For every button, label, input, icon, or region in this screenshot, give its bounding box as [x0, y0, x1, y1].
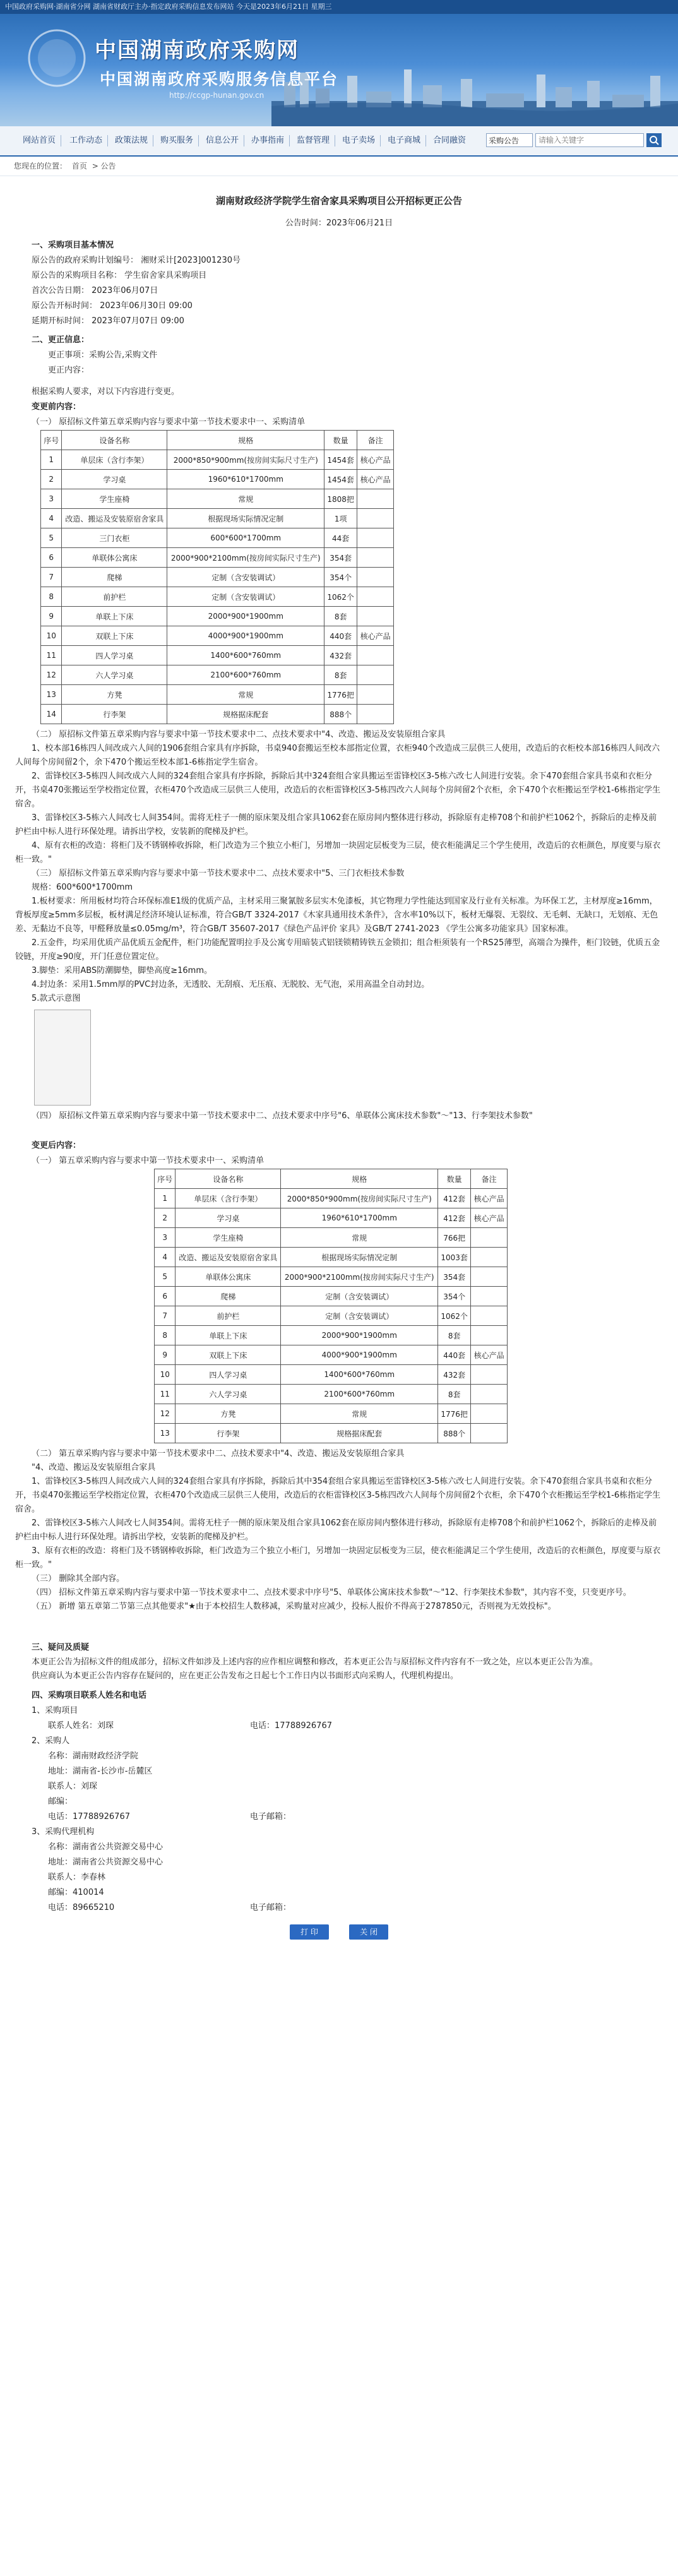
table-cell: 12 — [41, 665, 62, 685]
table1-caption: （一） 原招标文件第五章采购内容与要求中第一节技术要求中一、采购清单 — [32, 417, 306, 427]
table-cell: 1400*600*760mm — [281, 1365, 438, 1385]
new-clause-2-item-3: 3、原有衣柜的改造：将柜门及不锈钢棒收拆除，柜门改造为三个独立小柜门，另增加一块固定层板变为三层，使衣柜能满足三个学生使用，改造后的衣柜颜色，厚度要与原衣柜一致。" — [15, 1546, 661, 1570]
purchaser-email: 电子邮箱： — [250, 1812, 292, 1822]
table-cell: 1 — [155, 1189, 175, 1208]
table-cell: 766把 — [438, 1228, 471, 1248]
table-cell: 爬梯 — [62, 568, 167, 587]
table-cell: 单层床（含行李架） — [62, 450, 167, 470]
table-cell: 六人学习桌 — [175, 1385, 281, 1404]
nav-item-news[interactable]: 工作动态 — [69, 136, 103, 145]
correction-content-label: 更正内容： — [48, 366, 90, 375]
new-clause-2-item-1: 1、雷锋校区3-5栋四人间改成六人间的324套组合家具有序拆除，拆除后其中354套组合家具搬运至雷锋校区3-5栋六改七人间进行安装。余下470套组合家具书桌和衣柜分开，书桌470张搬运至学校指定位置，衣柜470个改造成三层供三人使用，改造后的衣柜雷锋校区3-5栋四改六人间每个房间留2个衣柜，余下470个衣柜搬运至学校1-6栋指定学生宿舍。 — [15, 1477, 661, 1514]
table-cell: 11 — [155, 1385, 175, 1404]
table-cell: 13 — [41, 685, 62, 705]
table-header-cell: 规格 — [281, 1169, 438, 1189]
table-cell: 440套 — [438, 1345, 471, 1365]
table-cell — [357, 607, 394, 626]
site-banner — [0, 14, 678, 126]
table-cell: 前护栏 — [62, 587, 167, 607]
table-cell: 行李架 — [175, 1424, 281, 1443]
table-cell: 412套 — [438, 1189, 471, 1208]
table-cell: 1776把 — [438, 1404, 471, 1424]
project-name: 原公告的采购项目名称： 学生宿舍家具采购项目 — [32, 271, 207, 280]
orig-clause-2-item-1: 1、校本部16栋四人间改成六人间的1906套组合家具有序拆除，书桌940套搬运至校本部指定位置，衣柜940个改造成三层供三人使用，改造后的衣柜校本部16栋四人间改六人间每个房间留2个，余下470个搬运至校本部1-6栋指定学生宿舍。 — [15, 744, 660, 767]
table-cell: 4 — [41, 509, 62, 528]
table-cell: 定制（含安装调试） — [281, 1306, 438, 1326]
site-title: 中国湖南政府采购网 — [95, 38, 299, 63]
table-header-cell: 设备名称 — [175, 1169, 281, 1189]
table-cell — [357, 705, 394, 724]
table-cell: 改造、搬运及安装原宿舍家具 — [175, 1248, 281, 1267]
revised-list-table — [154, 1169, 508, 1443]
table-cell: 方凳 — [175, 1404, 281, 1424]
table-cell: 440套 — [324, 626, 357, 646]
orig-clause-4: （四） 原招标文件第五章采购内容与要求中第一节技术要求中二、点技术要求中序号"6、单联体公寓床技术参数"～"13、行李架技术参数" — [32, 1111, 533, 1121]
table-row — [41, 607, 394, 626]
table-cell: 8套 — [438, 1385, 471, 1404]
section-4-heading: 四、采购项目联系人姓名和电话 — [32, 1691, 147, 1700]
table-cell: 四人学习桌 — [175, 1365, 281, 1385]
table-cell — [357, 528, 394, 548]
table-cell: 前护栏 — [175, 1306, 281, 1326]
contact-agency-label: 3、采购代理机构 — [32, 1827, 95, 1837]
breadcrumb-label: 您现在的位置： — [14, 162, 68, 170]
table-cell: 14 — [41, 705, 62, 724]
table-row — [41, 665, 394, 685]
table-cell — [357, 665, 394, 685]
table2-caption: （一） 第五章采购内容与要求中第一节技术要求中一、采购清单 — [32, 1156, 265, 1166]
table-header-cell: 数量 — [324, 431, 357, 450]
search-category-select[interactable]: 采购公告 — [486, 133, 533, 147]
table-cell: 三门衣柜 — [62, 528, 167, 548]
orig-clause-3-item-1: 1.板材要求：所用板材均符合环保标准E1级的优质产品，主材采用三聚氰胺多层实木免漆板，其它物理力学性能达到国家及行业有关标准。为环保工艺，主材厚度≥16mm，背板厚度≥5mm多层板，板材满足经济环境认证标准，符合GB/T 3324-2017《木家具通用技术条件》，含水率10%以下，板材无爆裂、无裂纹、无毛刺、无缺口，无划痕、无色差、无黏边不良等，甲醛释放量≤0.05mg/m³，符合GB/T 35607-2017《绿色产品评价 家具》及GB/T 2741-2023 《学生公寓多功能家具》国家标准。 — [15, 897, 658, 934]
table-header-cell: 规格 — [167, 431, 324, 450]
section-3-paragraph-2: 供应商认为本更正公告内容存在疑问的，应在更正公告发布之日起七个工作日内以书面形式向采购人，代理机构提出。 — [32, 1671, 459, 1681]
new-clause-2-item-2: 2、雷锋校区3-5栋六人间改七人间354间。需将无柱子一侧的原床架及组合家具1062套在原房间内整体进行移动，拆除原有走棒708个和前护栏1062个，拆除后的走棒及前护栏由中标人进行环保处理。请拆出学校，安装新的爬梯及护栏。 — [15, 1518, 657, 1542]
section-1-heading: 一、采购项目基本情况 — [32, 241, 114, 250]
table-cell: 六人学习桌 — [62, 665, 167, 685]
table-cell: 432套 — [438, 1365, 471, 1385]
after-label: 变更后内容： — [32, 1141, 81, 1150]
table-cell: 常规 — [281, 1228, 438, 1248]
table-row — [155, 1404, 508, 1424]
table-cell — [471, 1228, 508, 1248]
table-cell: 8套 — [324, 665, 357, 685]
table-header-cell: 数量 — [438, 1169, 471, 1189]
table-cell: 2000*900*2100mm(按房间实际尺寸生产) — [167, 548, 324, 568]
site-emblem-icon — [25, 27, 88, 90]
table-cell: 5 — [155, 1267, 175, 1287]
search-button[interactable] — [646, 133, 662, 147]
table-cell: 规格据床配套 — [167, 705, 324, 724]
table-cell: 5 — [41, 528, 62, 548]
table-cell: 9 — [41, 607, 62, 626]
table-cell: 1062个 — [324, 587, 357, 607]
table-cell: 1776把 — [324, 685, 357, 705]
site-url: http://ccgp-hunan.gov.cn — [169, 91, 265, 100]
table-cell: 2 — [155, 1208, 175, 1228]
table-row — [155, 1385, 508, 1404]
table-cell: 8 — [41, 587, 62, 607]
table-row — [41, 685, 394, 705]
table-cell — [471, 1267, 508, 1287]
table-cell: 8 — [155, 1326, 175, 1345]
table-cell: 354个 — [438, 1287, 471, 1306]
table-cell: 2000*850*900mm(按房间实际尺寸生产) — [281, 1189, 438, 1208]
table-cell: 13 — [155, 1424, 175, 1443]
table-cell — [357, 489, 394, 509]
table-cell: 核心产品 — [357, 470, 394, 489]
table-cell — [357, 568, 394, 587]
table-cell: 四人学习桌 — [62, 646, 167, 665]
orig-clause-3-spec: 规格：600*600*1700mm — [32, 883, 133, 892]
table-cell: 核心产品 — [357, 450, 394, 470]
agency-address: 地址：湖南省公共资源交易中心 — [48, 1857, 164, 1867]
table-cell: 8套 — [324, 607, 357, 626]
table-row — [41, 509, 394, 528]
purchaser-contact: 联系人：刘琛 — [48, 1782, 98, 1791]
table-cell: 方凳 — [62, 685, 167, 705]
breadcrumb-current[interactable]: > 公告 — [92, 162, 116, 170]
table-header-cell: 序号 — [155, 1169, 175, 1189]
table-cell: 1960*610*1700mm — [281, 1208, 438, 1228]
orig-clause-3-item-4: 4.封边条：采用1.5mm厚的PVC封边条，无透胶、无刮痕、无压痕、无脱胶、无气泡，采用高温全自动封边。 — [32, 980, 430, 989]
table-cell: 常规 — [281, 1404, 438, 1424]
table-cell: 常规 — [167, 685, 324, 705]
table-cell: 1454套 — [324, 450, 357, 470]
table-cell: 定制（含安装调试） — [167, 587, 324, 607]
table-cell: 定制（含安装调试） — [167, 568, 324, 587]
correction-items: 更正事项：采购公告,采购文件 — [48, 350, 158, 360]
new-clause-5: （五） 新增 第五章第二节第三点其他要求"★由于本校招生人数移减，采购量对应减少，投标人报价不得高于2787850元，否则视为无效投标"。 — [32, 1602, 556, 1611]
purchaser-name: 名称：湖南财政经济学院 — [48, 1751, 139, 1761]
table-cell: 核心产品 — [471, 1345, 508, 1365]
table-row — [41, 450, 394, 470]
table-cell: 1960*610*1700mm — [167, 470, 324, 489]
table-cell: 单层床（含行李架） — [175, 1189, 281, 1208]
new-clause-2-subtitle: "4、改造、搬运及安装原组合家具 — [32, 1463, 156, 1472]
wardrobe-style-image — [34, 1010, 91, 1106]
close-button[interactable]: 关 闭 — [349, 1924, 388, 1940]
table-cell: 1062个 — [438, 1306, 471, 1326]
table-cell — [357, 509, 394, 528]
table-cell: 学习桌 — [175, 1208, 281, 1228]
first-notice-date: 首次公告日期： 2023年06月07日 — [32, 286, 158, 295]
nav-item-home[interactable]: 网站首页 — [23, 136, 56, 145]
table-cell: 7 — [41, 568, 62, 587]
section-2-heading: 二、更正信息： — [32, 335, 90, 345]
table-cell: 根据现场实际情况定制 — [167, 509, 324, 528]
table-cell: 常规 — [167, 489, 324, 509]
agency-zip: 邮编：410014 — [48, 1888, 104, 1897]
section-3-paragraph-1: 本更正公告为招标文件的组成部分，招标文件如涉及上述内容的应作相应调整和修改，若本更正公告与原招标文件内容有不一致之处，应以本更正公告为准。 — [32, 1657, 598, 1667]
table-cell: 双联上下床 — [62, 626, 167, 646]
search-icon — [646, 133, 662, 147]
nav-item-emall[interactable]: 电子商城 — [388, 136, 421, 145]
table-cell: 双联上下床 — [175, 1345, 281, 1365]
table-cell: 8套 — [438, 1326, 471, 1345]
table-cell — [471, 1248, 508, 1267]
table-cell: 432套 — [324, 646, 357, 665]
table-cell: 7 — [155, 1306, 175, 1326]
table-cell: 6 — [41, 548, 62, 568]
breadcrumb — [0, 157, 678, 176]
nav-item-disclosure[interactable]: 信息公开 — [206, 136, 239, 145]
contact-purchaser-label: 2、采购人 — [32, 1736, 70, 1746]
table-row — [155, 1365, 508, 1385]
nav-item-guide[interactable]: 办事指南 — [251, 136, 285, 145]
table-cell: 4 — [155, 1248, 175, 1267]
table-row — [155, 1424, 508, 1443]
table-cell: 2000*850*900mm(按房间实际尺寸生产) — [167, 450, 324, 470]
table-cell: 11 — [41, 646, 62, 665]
purchaser-address: 地址：湖南省-长沙市-岳麓区 — [48, 1767, 153, 1776]
table-cell: 44套 — [324, 528, 357, 548]
table-row — [41, 528, 394, 548]
orig-clause-3-item-5: 5.款式示意图 — [32, 994, 81, 1003]
table-cell: 4000*900*1900mm — [167, 626, 324, 646]
table-row — [41, 470, 394, 489]
table-row — [155, 1306, 508, 1326]
print-button[interactable]: 打 印 — [290, 1924, 329, 1940]
table-cell: 根据现场实际情况定制 — [281, 1248, 438, 1267]
table-row — [155, 1189, 508, 1208]
page-title: 湖南财政经济学院学生宿舍家具采购项目公开招标更正公告 — [215, 195, 462, 206]
orig-clause-2-item-3: 3、雷锋校区3-5栋六人间改七人间354间。需将无柱子一侧的原床架及组合家具1062套在原房间内整体进行移动，拆除原有走棒708个和前护栏1062个，拆除后的走棒及前护栏由中标人进行环保处理。请拆出学校，安装新的爬梯及护栏。 — [15, 813, 657, 837]
table-cell: 单联体公寓床 — [62, 548, 167, 568]
breadcrumb-home[interactable]: 首页 — [71, 162, 87, 170]
table-cell: 9 — [155, 1345, 175, 1365]
before-label: 变更前内容： — [32, 402, 81, 412]
table-cell: 10 — [41, 626, 62, 646]
orig-clause-2-title: （二） 原招标文件第五章采购内容与要求中第一节技术要求中二、点技术要求中"4、改造、搬运及安装原组合家具 — [32, 730, 446, 739]
table-cell — [471, 1385, 508, 1404]
table-cell — [471, 1326, 508, 1345]
table-header-cell: 序号 — [41, 431, 62, 450]
original-open-time: 原公告开标时间： 2023年06月30日 09:00 — [32, 301, 193, 311]
project-number: 原公告的政府采购计划编号： 湘财采计[2023]001230号 — [32, 256, 241, 265]
orig-clause-3-title: （三） 原招标文件第五章采购内容与要求中第一节技术要求中二、点技术要求中"5、三门衣柜技术参数 — [32, 869, 405, 878]
contact-project-label: 1、采购项目 — [32, 1706, 78, 1715]
table-cell: 单联上下床 — [62, 607, 167, 626]
orig-clause-2-item-4: 4、原有衣柜的改造：将柜门及不锈钢棒收拆除，柜门改造为三个独立小柜门，另增加一块固定层板变为三层，使衣柜能满足三个学生使用，改造后的衣柜颜色，厚度要与原衣柜一致。" — [15, 841, 661, 864]
agency-name: 名称：湖南省公共资源交易中心 — [48, 1842, 164, 1852]
table-cell: 3 — [41, 489, 62, 509]
top-info-bar: 中国政府采购网·湖南省分网 湖南省财政厅主办·指定政府采购信息发布网站 今天是2023年6月21日 星期三 — [0, 0, 678, 14]
table-cell: 学生座椅 — [175, 1228, 281, 1248]
table-row — [155, 1326, 508, 1345]
correction-basis: 根据采购人要求，对以下内容进行变更。 — [32, 387, 180, 397]
table-cell: 改造、搬运及安装原宿舍家具 — [62, 509, 167, 528]
table-cell — [471, 1424, 508, 1443]
agency-phone: 电话：89665210 — [48, 1903, 115, 1912]
table-cell — [471, 1365, 508, 1385]
publish-date: 公告时间：2023年06月21日 — [285, 218, 393, 228]
table-cell: 2000*900*1900mm — [167, 607, 324, 626]
table-header-cell: 备注 — [471, 1169, 508, 1189]
table-row — [155, 1248, 508, 1267]
table-row — [155, 1267, 508, 1287]
nav-item-finance[interactable]: 合同融资 — [433, 136, 467, 145]
nav-item-service[interactable]: 购买服务 — [160, 136, 194, 145]
table-cell: 学习桌 — [62, 470, 167, 489]
table-cell: 2100*600*760mm — [281, 1385, 438, 1404]
table-cell: 1808把 — [324, 489, 357, 509]
table-cell: 888个 — [438, 1424, 471, 1443]
table-cell: 单联体公寓床 — [175, 1267, 281, 1287]
table-cell: 定制（含安装调试） — [281, 1287, 438, 1306]
table-cell: 12 — [155, 1404, 175, 1424]
table-cell: 3 — [155, 1228, 175, 1248]
orig-clause-3-item-3: 3.脚垫：采用ABS防潮脚垫，脚垫高度≥16mm。 — [32, 966, 213, 975]
purchaser-phone: 电话：17788926767 — [48, 1812, 130, 1822]
table-cell: 行李架 — [62, 705, 167, 724]
orig-clause-2-item-2: 2、雷锋校区3-5栋四人间改成六人间的324套组合家具有序拆除，拆除后其中324套组合家具搬运至雷锋校区3-5栋六改七人间进行安装。余下470套组合家具书桌和衣柜分开，书桌470张搬运至学校指定位置，衣柜470个改造成三层供三人使用，改造后的衣柜雷锋校区3-5栋四改六人间每个房间留2个衣柜，余下470个衣柜搬运至学校1-6栋指定学生宿舍。 — [15, 772, 661, 809]
table-cell: 核心产品 — [471, 1208, 508, 1228]
table-cell: 2000*900*1900mm — [281, 1326, 438, 1345]
nav-item-emarket[interactable]: 电子卖场 — [342, 136, 376, 145]
table-cell — [357, 646, 394, 665]
table-cell: 354套 — [438, 1267, 471, 1287]
site-subtitle: 中国湖南政府采购服务信息平台 — [100, 70, 339, 88]
table-cell: 1003套 — [438, 1248, 471, 1267]
table-cell: 10 — [155, 1365, 175, 1385]
table-row — [41, 646, 394, 665]
notice-content — [15, 194, 663, 1940]
table-cell — [471, 1404, 508, 1424]
table-cell: 核心产品 — [471, 1189, 508, 1208]
original-list-table — [40, 430, 394, 724]
table-row — [41, 705, 394, 724]
table-header-cell: 备注 — [357, 431, 394, 450]
table-cell: 888个 — [324, 705, 357, 724]
table-row — [155, 1228, 508, 1248]
table-cell: 412套 — [438, 1208, 471, 1228]
table-header-cell: 设备名称 — [62, 431, 167, 450]
new-open-time: 延期开标时间： 2023年07月07日 09:00 — [32, 316, 184, 326]
table-row — [41, 626, 394, 646]
main-nav — [0, 126, 678, 157]
table-cell: 1454套 — [324, 470, 357, 489]
table-cell — [471, 1306, 508, 1326]
table-cell: 600*600*1700mm — [167, 528, 324, 548]
nav-item-policy[interactable]: 政策法规 — [115, 136, 148, 145]
nav-item-supervision[interactable]: 监督管理 — [297, 136, 330, 145]
section-3-heading: 三、疑问及质疑 — [32, 1643, 90, 1652]
table-row — [41, 587, 394, 607]
table-row — [41, 489, 394, 509]
table-cell: 6 — [155, 1287, 175, 1306]
table-cell: 1400*600*760mm — [167, 646, 324, 665]
table-cell: 2 — [41, 470, 62, 489]
table-cell — [471, 1287, 508, 1306]
new-clause-3: （三） 删除其全部内容。 — [32, 1574, 125, 1583]
agency-email: 电子邮箱： — [250, 1903, 292, 1912]
project-contact-phone: 电话：17788926767 — [250, 1721, 332, 1731]
table-row — [41, 568, 394, 587]
original-table-header-row — [41, 431, 394, 450]
new-clause-4: （四） 招标文件第五章采购内容与要求中第一节技术要求中二、点技术要求中序号"5、单联体公寓床技术参数"～"12、行李架技术参数"，其内容不变，只变更序号。 — [32, 1588, 631, 1597]
table-cell: 354套 — [324, 548, 357, 568]
table-cell: 规格据床配套 — [281, 1424, 438, 1443]
agency-contact: 联系人：李春林 — [48, 1873, 106, 1882]
search-input[interactable] — [535, 133, 644, 147]
table-row — [155, 1208, 508, 1228]
table-row — [155, 1345, 508, 1365]
table-cell: 2100*600*760mm — [167, 665, 324, 685]
table-cell — [357, 548, 394, 568]
revised-table-header-row — [155, 1169, 508, 1189]
table-cell: 4000*900*1900mm — [281, 1345, 438, 1365]
table-row — [41, 548, 394, 568]
project-contact-name: 联系人姓名：刘琛 — [48, 1721, 114, 1731]
purchaser-zip: 邮编： — [48, 1797, 73, 1806]
table-cell — [357, 587, 394, 607]
table-cell: 单联上下床 — [175, 1326, 281, 1345]
table-row — [155, 1287, 508, 1306]
table-cell: 爬梯 — [175, 1287, 281, 1306]
table-cell: 1 — [41, 450, 62, 470]
table-cell: 1项 — [324, 509, 357, 528]
table-cell: 核心产品 — [357, 626, 394, 646]
table-cell: 354个 — [324, 568, 357, 587]
orig-clause-3-item-2: 2.五金件，均采用优质产品优质五金配件，柜门功能配置明拉手及公寓专用暗装式铝镁锁精铸铁五金锁扣；组合柜须装有一个RS25薄型，高端合为操件，柜门铰链，优质五金铰链，开度≥90度，开门任意位置定位。 — [15, 938, 660, 962]
table-cell: 学生座椅 — [62, 489, 167, 509]
table-cell — [357, 685, 394, 705]
new-clause-2-title: （二） 第五章采购内容与要求中第一节技术要求中二、点技术要求中"4、改造、搬运及安装原组合家具 — [32, 1449, 405, 1458]
table-cell: 2000*900*2100mm(按房间实际尺寸生产) — [281, 1267, 438, 1287]
